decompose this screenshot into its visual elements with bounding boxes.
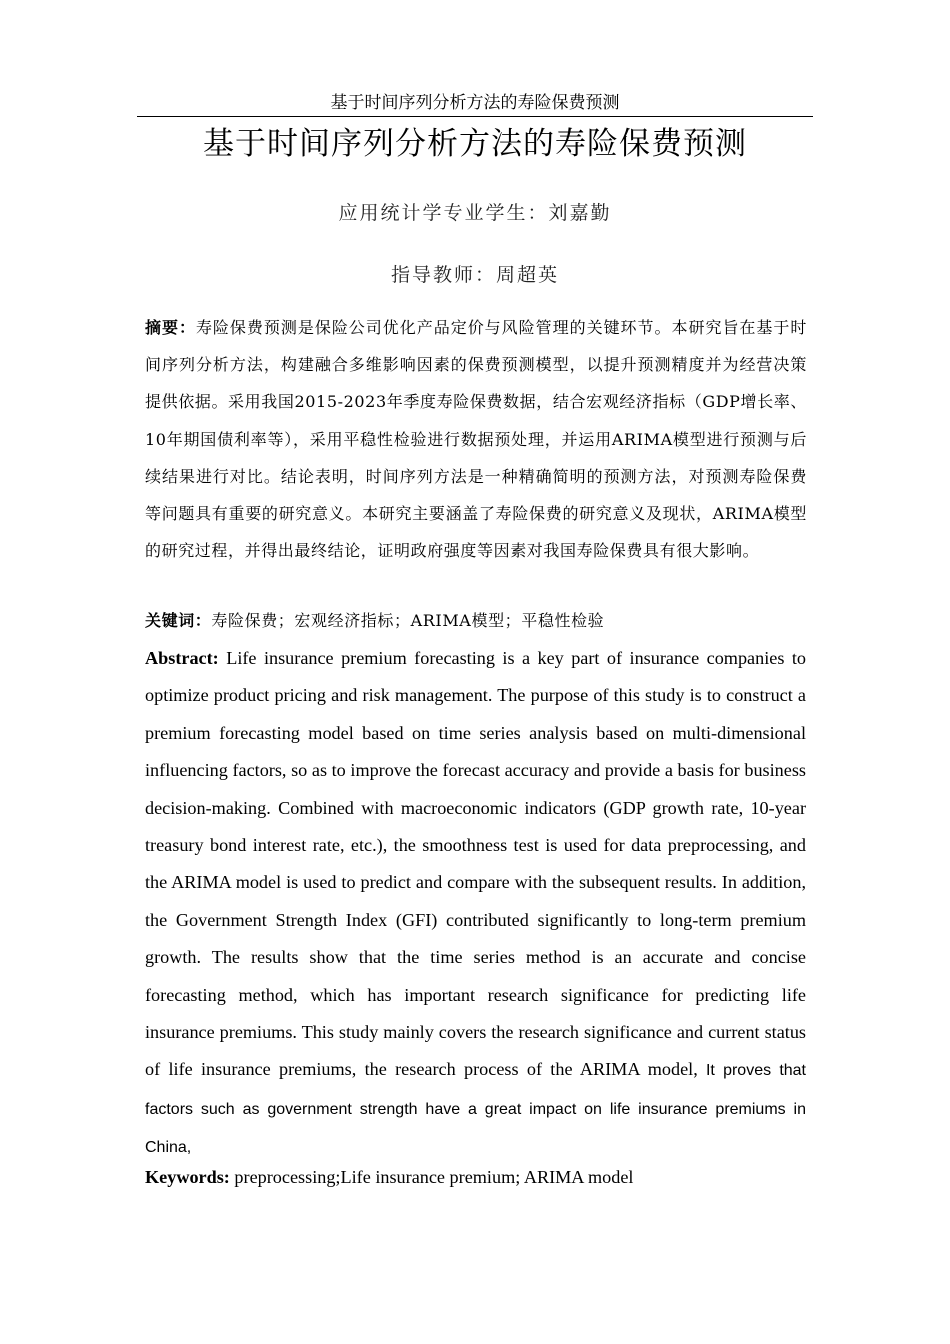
english-keywords-text: preprocessing;Life insurance premium; ARIMA model <box>229 1167 634 1187</box>
chinese-abstract-text: 寿险保费预测是保险公司优化产品定价与风险管理的关键环节。本研究旨在基于时间序列分析方法，构建融合多维影响因素的保费预测模型，以提升预测精度并为经营决策提供依据。采用我国2015-2023年季度寿险保费数据，结合宏观经济指标（GDP增长率、10年期国债利率等），采用平稳性检验进行数据预处理，并运用ARIMA模型进行预测与后续结果进行对比。结论表明，时间序列方法是一种精确简明的预测方法，对预测寿险保费等问题具有重要的研究意义。本研究主要涵盖了寿险保费的研究意义及现状，ARIMA模型的研究过程，并得出最终结论，证明政府强度等因素对我国寿险保费具有很大影响。 <box>145 318 807 561</box>
english-keywords <box>145 1161 806 1193</box>
running-header: 基于时间序列分析方法的寿险保费预测 <box>137 90 813 117</box>
english-abstract-text: Life insurance premium forecasting is a key part of insurance companies to optimize product pricing and risk management. The purpose of this study is to construct a premium forecasting model based on time series analysis based on multi-dimensional influencing factors, so as to improve the forecast accuracy and provide a basis for business decision-making. Combined with macroeconomic indicators (GDP growth rate, 10-year treasury bond interest rate, etc.), the smoothness test is used for data preprocessing, and the ARIMA model is used to predict and compare with the subsequent results. In addition, the Government Strength Index (GFI) contributed significantly to long-term premium growth. The results show that the time series method is an accurate and concise forecasting method, which has important research significance for predicting life insurance premiums. This study mainly covers the research significance and current status of life insurance premiums, the research process of the ARIMA model, <box>145 648 807 1080</box>
english-abstract <box>145 640 806 1167</box>
author-line: 应用统计学专业学生：刘嘉勤 <box>338 202 612 224</box>
english-keywords-label: Keywords: <box>145 1167 230 1187</box>
chinese-keywords-text: 寿险保费；宏观经济指标；ARIMA模型；平稳性检验 <box>211 611 605 630</box>
chinese-keywords <box>145 605 807 637</box>
english-abstract-text-tail: It proves that factors such as government strength have a great impact on life insurance premiums in China, <box>145 1062 807 1157</box>
english-abstract-label: Abstract: <box>145 648 219 668</box>
chinese-abstract-label: 摘要： <box>145 318 196 337</box>
chinese-abstract <box>145 309 807 569</box>
chinese-keywords-label: 关键词： <box>145 611 212 630</box>
advisor-line: 指导教师：周超英 <box>390 264 559 286</box>
paper-title: 基于时间序列分析方法的寿险保费预测 <box>203 126 747 162</box>
